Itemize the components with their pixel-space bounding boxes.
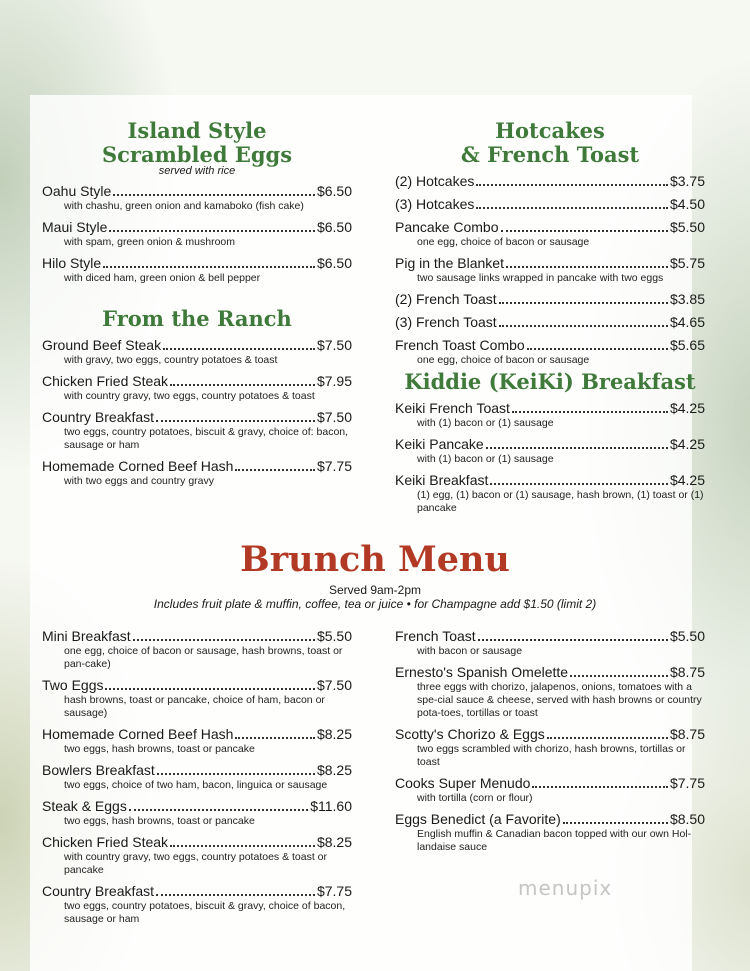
hotcakes-title-line1: Hotcakes [495, 118, 605, 143]
menu-item-row [42, 834, 352, 851]
menu-item [42, 337, 352, 367]
menu-item-description: (1) egg, (1) bacon or (1) sausage, hash brown, (1) toast or (1) pancake [417, 489, 704, 514]
menu-item-price: $4.65 [669, 314, 705, 330]
menu-item-name: Scotty's Chorizo & Eggs [395, 726, 545, 742]
menu-list [42, 337, 352, 488]
kiddie-section [395, 370, 705, 515]
menu-item-name: Steak & Eggs [42, 798, 127, 814]
dot-leader [506, 266, 668, 268]
menu-item-name: (2) French Toast [395, 291, 497, 307]
menu-item-row [42, 762, 352, 779]
dot-leader [163, 348, 315, 350]
dot-leader [105, 688, 314, 690]
menu-item-row [395, 775, 705, 792]
menu-item-price: $4.50 [669, 196, 705, 212]
island-subtitle: served with rice [158, 165, 236, 177]
menu-item-row [395, 628, 705, 645]
menu-item-name: Pig in the Blanket [395, 255, 504, 271]
menu-item-name: (3) Hotcakes [395, 196, 475, 212]
menu-item-description: with (1) bacon or (1) sausage [417, 417, 554, 429]
menu-item-name: French Toast Combo [395, 337, 525, 353]
menu-item-row [395, 337, 705, 354]
island-title [42, 119, 352, 167]
menu-item-name: Keiki French Toast [395, 400, 510, 416]
menu-item-description: two eggs, hash browns, toast or pancake [64, 743, 255, 755]
menu-item [395, 472, 705, 515]
menu-item-price: $4.25 [669, 400, 705, 416]
menu-item-row [395, 811, 705, 828]
menu-item-row [395, 219, 705, 236]
menu-item-name: (2) Hotcakes [395, 173, 475, 189]
menu-item-name: Two Eggs [42, 677, 104, 693]
kiddie-title: Kiddie (KeiKi) Breakfast [404, 369, 696, 394]
menu-item-price: $7.50 [316, 409, 352, 425]
dot-leader [570, 675, 668, 677]
menu-item-row [395, 196, 705, 213]
dot-leader [109, 230, 315, 232]
menu-item-row [42, 798, 352, 815]
menu-item-price: $7.75 [316, 458, 352, 474]
menu-item [395, 173, 705, 190]
menu-item-price: $4.25 [669, 436, 705, 452]
menu-item-name: Keiki Pancake [395, 436, 484, 452]
watermark-logo: menupix [518, 876, 613, 900]
dot-leader [235, 469, 315, 471]
menu-list [395, 628, 705, 854]
dot-leader [499, 302, 668, 304]
menu-item-price: $3.75 [669, 173, 705, 189]
menu-item-price: $5.50 [669, 219, 705, 235]
menu-item-description: with (1) bacon or (1) sausage [417, 453, 554, 465]
menu-item-name: (3) French Toast [395, 314, 497, 330]
menu-item-name: Chicken Fried Steak [42, 834, 169, 850]
menu-item-price: $4.25 [669, 472, 705, 488]
menu-item-price: $3.85 [669, 291, 705, 307]
menu-item-price: $8.75 [669, 664, 705, 680]
dot-leader [133, 639, 315, 641]
menu-item-name: Eggs Benedict (a Favorite) [395, 811, 561, 827]
brunch-left-section [42, 622, 352, 926]
menu-item-description: English muffin & Canadian bacon topped with our own Hol-landaise sauce [417, 828, 692, 853]
dot-leader [527, 348, 668, 350]
dot-leader [157, 773, 315, 775]
island-section [42, 119, 352, 285]
menu-item [42, 255, 352, 285]
hotcakes-title [395, 119, 705, 167]
menu-item-row [395, 255, 705, 272]
menu-item-description: with two eggs and country gravy [64, 475, 214, 487]
menu-item-price: $7.50 [316, 337, 352, 353]
menu-item [42, 183, 352, 213]
menu-list [395, 400, 705, 515]
dot-leader [512, 411, 668, 413]
menu-item-row [395, 400, 705, 417]
dot-leader [501, 230, 668, 232]
menu-item [395, 219, 705, 249]
menu-item-name: Keiki Breakfast [395, 472, 489, 488]
menu-item-name: Chicken Fried Steak [42, 373, 169, 389]
dot-leader [547, 737, 668, 739]
menu-item-price: $6.50 [316, 183, 352, 199]
menu-item-description: two eggs scrambled with chorizo, hash browns, tortillas or toast [417, 743, 686, 768]
menu-item [395, 436, 705, 466]
menu-item-name: Homemade Corned Beef Hash [42, 726, 234, 742]
menu-item-price: $8.25 [316, 726, 352, 742]
menu-item-description: with tortilla (corn or flour) [417, 792, 533, 804]
menu-item-description: with country gravy, two eggs, country potatoes & toast or pancake [64, 851, 328, 876]
menu-item [42, 373, 352, 403]
menu-item-row [42, 677, 352, 694]
menu-item-description: two sausage links wrapped in pancake with two eggs [417, 272, 664, 284]
menu-item-price: $7.75 [669, 775, 705, 791]
menu-item-row [395, 173, 705, 190]
dot-leader [170, 384, 315, 386]
menu-item-row [42, 458, 352, 475]
menu-item-name: Country Breakfast [42, 883, 155, 899]
dot-leader [156, 894, 315, 896]
menu-item-row [42, 373, 352, 390]
dot-leader [486, 447, 668, 449]
menu-item-name: Cooks Super Menudo [395, 775, 531, 791]
menu-item-row [42, 337, 352, 354]
menu-item-price: $8.25 [316, 762, 352, 778]
menu-item-row [42, 183, 352, 200]
menu-item-price: $7.50 [316, 677, 352, 693]
menu-item-price: $6.50 [316, 219, 352, 235]
menu-item [42, 834, 352, 877]
menu-item-name: Pancake Combo [395, 219, 499, 235]
menu-item-price: $5.50 [316, 628, 352, 644]
ranch-title: From the Ranch [102, 306, 292, 331]
menu-item-name: Ground Beef Steak [42, 337, 162, 353]
dot-leader [563, 822, 668, 824]
menu-item-description: two eggs, hash browns, toast or pancake [64, 815, 255, 827]
dot-leader [103, 266, 315, 268]
menu-item-description: two eggs, choice of two ham, bacon, linguica or sausage [64, 779, 328, 791]
menu-item [42, 762, 352, 792]
menu-item [395, 664, 705, 720]
dot-leader [476, 207, 668, 209]
menu-item [395, 255, 705, 285]
dot-leader [235, 737, 315, 739]
menu-item-price: $5.50 [669, 628, 705, 644]
menu-item [42, 798, 352, 828]
menu-item-price: $7.75 [316, 883, 352, 899]
menu-item-row [395, 291, 705, 308]
hotcakes-title-line2: & French Toast [460, 142, 640, 167]
dot-leader [490, 483, 668, 485]
menu-item [42, 458, 352, 488]
menu-item-description: one egg, choice of bacon or sausage, hash browns, toast or pan-cake) [64, 645, 343, 670]
menu-item-name: Mini Breakfast [42, 628, 131, 644]
dot-leader [478, 639, 668, 641]
menu-item [395, 337, 705, 367]
menu-item-row [395, 664, 705, 681]
menu-item-name: Homemade Corned Beef Hash [42, 458, 234, 474]
menu-item [395, 291, 705, 308]
menu-item-row [395, 314, 705, 331]
menu-item-description: with spam, green onion & mushroom [64, 236, 235, 248]
menu-item-row [395, 436, 705, 453]
menu-list [42, 628, 352, 926]
menu-item-name: Oahu Style [42, 183, 112, 199]
menu-item [42, 726, 352, 756]
menu-item-price: $8.50 [669, 811, 705, 827]
menu-item [395, 314, 705, 331]
menu-item-description: one egg, choice of bacon or sausage [417, 236, 590, 248]
dot-leader [129, 809, 308, 811]
menu-item-row [42, 409, 352, 426]
brunch-hours: Served 9am-2pm [328, 583, 422, 597]
menu-item-name: Hilo Style [42, 255, 102, 271]
dot-leader [156, 420, 315, 422]
menu-item [395, 775, 705, 805]
menu-item-row [42, 255, 352, 272]
menu-item-name: Bowlers Breakfast [42, 762, 155, 778]
dot-leader [170, 845, 315, 847]
menu-item-name: Maui Style [42, 219, 108, 235]
menu-list [42, 183, 352, 285]
menu-item-description: two eggs, country potatoes, biscuit & gravy, choice of: bacon, sausage or ham [64, 426, 349, 451]
menu-item-price: $7.95 [316, 373, 352, 389]
menu-item [395, 726, 705, 769]
dot-leader [476, 184, 668, 186]
menu-item [42, 677, 352, 720]
menu-item [395, 628, 705, 658]
menu-item-price: $6.50 [316, 255, 352, 271]
island-title-line1: Island Style [127, 118, 267, 143]
brunch-note: Includes fruit plate & muffin, coffee, tea or juice • for Champagne add $1.50 (limit 2) [153, 597, 597, 611]
menu-item [42, 883, 352, 926]
menu-item-description: one egg, choice of bacon or sausage [417, 354, 590, 366]
menu-item-description: with bacon or sausage [417, 645, 523, 657]
brunch-right-section [395, 622, 705, 854]
ranch-section [42, 307, 352, 488]
menu-item-description: with chashu, green onion and kamaboko (fish cake) [64, 200, 304, 212]
menu-item [395, 196, 705, 213]
menu-item-row [42, 883, 352, 900]
menu-item-name: Country Breakfast [42, 409, 155, 425]
brunch-title: Brunch Menu [240, 539, 510, 580]
menu-item-row [42, 219, 352, 236]
menu-item-price: $8.25 [316, 834, 352, 850]
menu-item [395, 400, 705, 430]
menu-item-description: with gravy, two eggs, country potatoes & toast [64, 354, 278, 366]
menu-item-row [395, 726, 705, 743]
menu-item [395, 811, 705, 854]
menu-item-description: hash browns, toast or pancake, choice of ham, bacon or sausage) [64, 694, 325, 719]
menu-item-row [42, 628, 352, 645]
menu-item-price: $8.75 [669, 726, 705, 742]
menu-item-row [395, 472, 705, 489]
menu-item-description: two eggs, country potatoes, biscuit & gravy, choice of bacon, sausage or ham [64, 900, 346, 925]
hotcakes-section [395, 119, 705, 367]
menu-item-row [42, 726, 352, 743]
menu-item-name: French Toast [395, 628, 476, 644]
dot-leader [113, 194, 315, 196]
island-title-line2: Scrambled Eggs [101, 142, 293, 167]
menu-item [42, 219, 352, 249]
menu-item-description: with country gravy, two eggs, country potatoes & toast [64, 390, 315, 402]
dot-leader [499, 325, 668, 327]
menu-item-price: $11.60 [310, 798, 352, 814]
menu-item-description: three eggs with chorizo, jalapenos, onions, tomatoes with a spe-cial sauce & cheese, served with hash browns or country pota-toes, tortillas or toast [417, 681, 702, 719]
menu-item-name: Ernesto's Spanish Omelette [395, 664, 569, 680]
menu-item [42, 409, 352, 452]
menu-item [42, 628, 352, 671]
menu-list [395, 173, 705, 367]
dot-leader [532, 786, 668, 788]
menu-item-price: $5.65 [669, 337, 705, 353]
menu-item-price: $5.75 [669, 255, 705, 271]
menu-item-description: with diced ham, green onion & bell pepper [64, 272, 261, 284]
